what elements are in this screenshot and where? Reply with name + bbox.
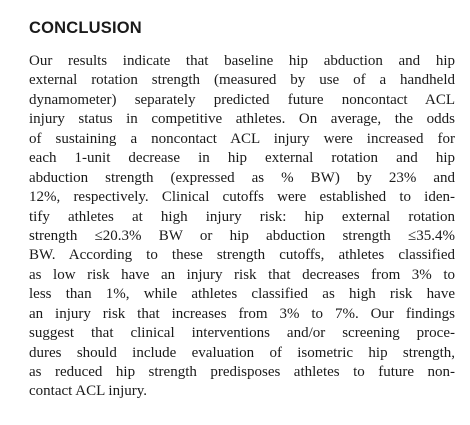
paragraph-line: Our results indicate that baseline hip abduction and hip xyxy=(29,53,455,69)
paragraph-line: strength ≤20.3% BW or hip abduction strength ≤35.4% xyxy=(29,227,455,244)
paragraph-line: less than 1%, while athletes classified as high risk have xyxy=(29,286,455,303)
paragraph-line: contact ACL injury. xyxy=(29,383,148,400)
paragraph-line: each 1-unit decrease in hip external rotation and hip xyxy=(29,150,455,167)
conclusion-paragraph xyxy=(29,52,455,402)
section-heading: CONCLUSION xyxy=(29,19,142,37)
paragraph-line: external rotation strength (measured by use of a handheld xyxy=(29,72,455,89)
paragraph-line: dures should include evaluation of isometric hip strength, xyxy=(29,344,455,361)
paragraph-line: as low risk have an injury risk that decreases from 3% to xyxy=(29,266,455,283)
paragraph-line: 12%, respectively. Clinical cutoffs were established to iden- xyxy=(29,189,455,206)
document-page xyxy=(29,18,455,402)
paragraph-line: of sustaining a noncontact ACL injury were increased for xyxy=(29,130,455,147)
paragraph-line: an injury risk that increases from 3% to 7%. Our findings xyxy=(29,305,455,322)
paragraph-line: as reduced hip strength predisposes athletes to future non- xyxy=(29,364,455,380)
paragraph-line: suggest that clinical interventions and/or screening proce- xyxy=(29,325,455,342)
paragraph-line: abduction strength (expressed as % BW) by 23% and xyxy=(29,169,455,186)
paragraph-line: dynamometer) separately predicted future noncontact ACL xyxy=(29,91,455,108)
paragraph-line: tify athletes at high injury risk: hip external rotation xyxy=(29,208,455,225)
paragraph-line: injury status in competitive athletes. On average, the odds xyxy=(29,111,455,128)
paragraph-line: BW. According to these strength cutoffs, athletes classified xyxy=(29,247,455,264)
